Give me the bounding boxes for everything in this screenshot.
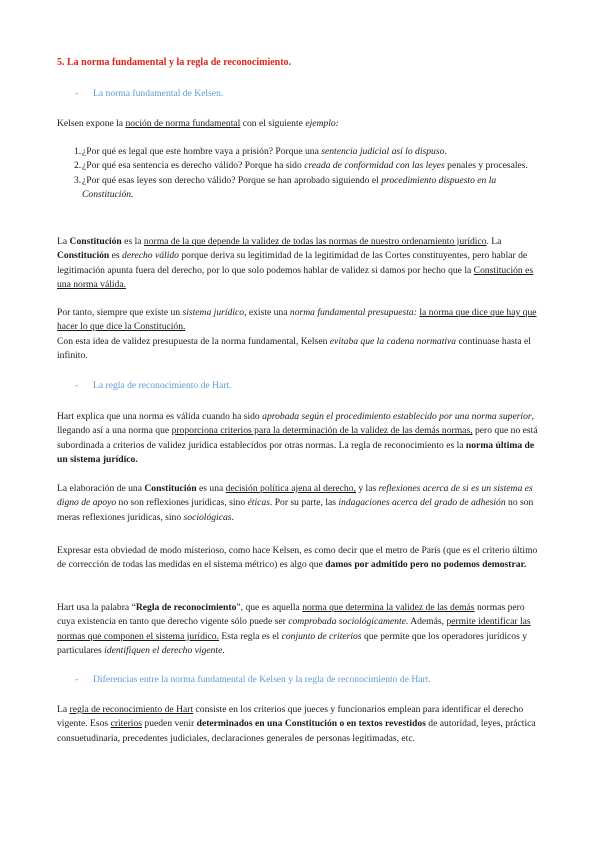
underlined-text: norma que determina la validez de las demás bbox=[302, 602, 475, 613]
text: Kelsen expone la bbox=[57, 118, 126, 129]
text: pero que no está subordinada a criterios de validez jurídica establecidos por otras normas. La regla de reconocimiento es la bbox=[57, 425, 538, 451]
list-number: 2. bbox=[74, 160, 82, 172]
italic-text: procedimiento dispuesto en la Constitución. bbox=[82, 174, 497, 201]
text: y las bbox=[355, 483, 379, 494]
italic-text: creada de conformidad con las leyes bbox=[304, 160, 445, 172]
italic-text: conjunto de criterios bbox=[281, 630, 362, 642]
text: La bbox=[57, 236, 70, 247]
text: pueden venir bbox=[142, 718, 197, 730]
text: ¿Por qué esas leyes son derecho válido? Porque se han aprobado siguiendo el bbox=[82, 174, 382, 186]
italic-text: aprobada según el procedimiento establecido por una norma superior bbox=[262, 411, 532, 422]
underlined-text: Constitución es una norma válida. bbox=[57, 264, 534, 291]
text: es bbox=[109, 250, 123, 262]
underlined-text: criterios bbox=[110, 718, 142, 730]
italic-text: éticas bbox=[247, 497, 270, 509]
paragraph-norma-presupuesta bbox=[57, 306, 543, 364]
text: Hart explica que una norma es válida cuando ha sido bbox=[57, 411, 263, 422]
bold-text: Constitución bbox=[57, 250, 110, 262]
text: . bbox=[231, 511, 234, 523]
text: . Además, bbox=[405, 616, 447, 628]
text: , existe una bbox=[244, 307, 290, 318]
italic-text: reflexiones acerca de si es un sistema es digno de apoyo bbox=[57, 483, 533, 509]
underlined-text: noción de norma fundamental bbox=[125, 118, 241, 129]
italic-text: derecho válido bbox=[122, 250, 179, 262]
italic-text: identifiquen el derecho vigente bbox=[104, 645, 223, 657]
list-number: 3. bbox=[74, 174, 82, 186]
text: es una bbox=[196, 483, 226, 494]
text: consiste en los criterios que jueces y funcionarios emplean para identificar el derecho vigente. Esos bbox=[57, 704, 524, 730]
text: es la bbox=[121, 236, 144, 247]
italic-text: norma fundamental presupuesta: bbox=[289, 307, 417, 318]
section-title: 5. La norma fundamental y la regla de reconocimiento. bbox=[57, 57, 292, 68]
underlined-text: decisión política ajena al derecho, bbox=[225, 483, 356, 494]
text: Esta regla es el bbox=[219, 630, 282, 642]
text: . La bbox=[486, 236, 502, 247]
subheading-diferencias bbox=[75, 673, 561, 687]
bullet-dash: - bbox=[75, 88, 79, 99]
text: . Por su parte, las bbox=[269, 497, 339, 509]
bold-text: Constitución bbox=[144, 483, 197, 494]
text: porque deriva su legitimidad de la legitimidad de las Cortes constituyentes, pero hablar de legitimación apunta fuera del derecho, por lo que solo podemos hablar de validez si damos por hecho que la bbox=[57, 250, 528, 276]
text: Con esta idea de validez presupuesta de la norma fundamental, Kelsen bbox=[57, 335, 330, 347]
text: que permite que los operadores jurídicos y particulares bbox=[57, 630, 527, 657]
text: Expresar esta obviedad de modo misterioso, como hace Kelsen, es como decir que el metro de París (que es el criterio último de corrección de todas las medidas en el sistema métrico) es algo que bbox=[57, 545, 538, 571]
list-number: 1. bbox=[74, 146, 82, 157]
text: ”, que es aquella bbox=[236, 602, 303, 613]
underlined-text: norma de la que depende la validez de todas las normas de nuestro ordenamiento jurídico bbox=[143, 236, 487, 247]
paragraph-regla-reconocimiento bbox=[57, 601, 543, 659]
text: La bbox=[57, 704, 70, 715]
text: , llegando así a una norma que bbox=[57, 411, 535, 437]
list-item bbox=[57, 145, 543, 159]
italic-text: evitaba que la cadena normativa bbox=[329, 335, 457, 347]
text: no son reflexiones jurídicas, sino bbox=[116, 497, 248, 509]
bold-text: damos por admitido pero no podemos demostrar. bbox=[325, 559, 527, 571]
text: Por tanto, siempre que existe un bbox=[57, 307, 183, 318]
underlined-text: permite identificar las normas que componen el sistema jurídico. bbox=[57, 616, 531, 642]
text: normas pero cuya existencia en tanto que derecho vigente sólo puede ser bbox=[57, 602, 525, 628]
bullet-dash: - bbox=[75, 674, 79, 685]
italic-text: comprobada sociológicamente bbox=[288, 616, 406, 628]
paragraph-diferencias bbox=[57, 703, 543, 746]
list-item bbox=[57, 174, 543, 203]
bold-text: Constitución bbox=[69, 236, 122, 247]
text: . bbox=[222, 645, 225, 657]
paragraph-constitucion bbox=[57, 235, 543, 293]
list-item bbox=[57, 159, 543, 173]
subheading-text: La regla de reconocimiento de Hart. bbox=[93, 380, 232, 391]
italic-text: sociológicas bbox=[183, 511, 232, 523]
text: continuase hasta el infinito. bbox=[57, 335, 531, 362]
bold-text: norma última de un sistema jurídico. bbox=[57, 439, 535, 466]
subheading-text: Diferencias entre la norma fundamental de Kelsen y la regla de reconocimiento de Hart. bbox=[93, 674, 431, 685]
underlined-text: regla de reconocimiento de Hart bbox=[69, 704, 194, 715]
text: de autoridad, leyes, práctica consuetudinaria, precedentes judiciales, declaraciones generales de personas legitimadas, etc. bbox=[57, 718, 536, 744]
paragraph-metro-paris bbox=[57, 544, 543, 573]
text: con el siguiente bbox=[240, 118, 306, 129]
bullet-dash: - bbox=[75, 380, 79, 391]
italic-text: ejemplo: bbox=[305, 118, 339, 129]
paragraph-elaboracion bbox=[57, 482, 543, 525]
italic-text: sentencia judicial así lo dispuso. bbox=[321, 146, 447, 157]
bold-text: Regla de reconocimiento bbox=[135, 602, 237, 613]
subheading-text: La norma fundamental de Kelsen. bbox=[93, 88, 224, 99]
text: La elaboración de una bbox=[57, 483, 145, 494]
paragraph-hart-validez bbox=[57, 410, 543, 468]
subheading-kelsen bbox=[75, 87, 561, 101]
underlined-text: la norma que dice que hay que hacer lo que dice la Constitución. bbox=[57, 307, 537, 333]
underlined-text: proporciona criterios para la determinación de la validez de las demás normas, bbox=[171, 425, 473, 437]
subheading-hart bbox=[75, 379, 561, 393]
italic-text: sistema jurídico bbox=[182, 307, 245, 318]
text: Hart usa la palabra “ bbox=[57, 602, 136, 613]
text: no son meras reflexiones jurídicas, sino bbox=[57, 497, 534, 523]
italic-text: indagaciones acerca del grado de adhesión bbox=[338, 497, 506, 509]
example-list bbox=[57, 145, 543, 203]
text: ¿Por qué es legal que este hombre vaya a prisión? Porque una bbox=[82, 146, 322, 157]
paragraph-intro bbox=[57, 117, 543, 131]
bold-text: determinados en una Constitución o en textos revestidos bbox=[196, 718, 426, 730]
text: ¿Por qué esa sentencia es derecho válido? Porque ha sido bbox=[82, 160, 305, 172]
text: penales y procesales. bbox=[444, 160, 528, 172]
